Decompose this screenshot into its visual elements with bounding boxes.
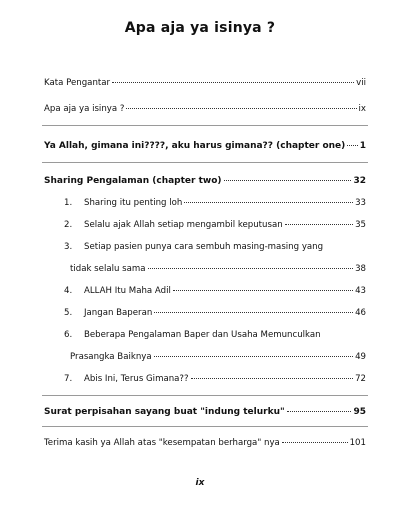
page-number: ix [195,478,205,488]
toc-text: ALLAH Itu Maha Adil [84,286,171,296]
dot-leader [184,202,353,203]
divider [42,162,368,163]
toc-label [64,219,283,231]
toc-subentry-6-line2 [70,351,366,363]
toc-subentry-3-line1 [64,241,323,253]
toc-page: 43 [355,286,366,296]
toc-entry-kata-pengantar [44,77,366,89]
toc-page: 46 [355,308,366,318]
toc-text: Setiap pasien punya cara sembuh masing-masing yang [84,242,324,252]
toc-page: ix [358,104,366,114]
toc-page: 33 [355,198,366,208]
toc-label [64,285,171,297]
toc-label: Kata Pengantar [44,78,111,88]
toc-text: Sharing itu penting loh [84,198,183,208]
toc-label: Sharing Pengalaman (chapter two) [44,176,222,186]
toc-text-continued: Prasangka Baiknya [70,352,152,362]
toc-entry-apa-aja [44,103,366,115]
toc-subentry-7 [64,373,366,385]
toc-page: 38 [355,264,366,274]
toc-text: Selalu ajak Allah setiap mengambil keputusan [84,220,283,230]
dot-leader [126,108,356,109]
dot-leader [224,180,352,181]
dot-leader [285,224,353,225]
toc-subentry-6-line1 [64,329,321,341]
toc-page: 95 [353,407,366,417]
toc-page: 72 [355,374,366,384]
toc-entry-surat [44,406,366,418]
divider [42,426,368,427]
toc-text-continued: tidak selalu sama [70,264,146,274]
dot-leader [173,290,353,291]
dot-leader [347,145,357,146]
toc-number: 6. [64,330,73,340]
toc-text: Beberapa Pengalaman Baper dan Usaha Memunculkan [84,330,321,340]
toc-entry-chapter-two [44,175,366,187]
toc-number: 4. [64,286,73,296]
toc-label: Apa aja ya isinya ? [44,104,125,114]
toc-subentry-3-line2 [70,263,366,275]
toc-page: 101 [349,438,366,448]
toc-label [64,373,189,385]
toc-text: Jangan Baperan [84,308,153,318]
page-title: Apa aja ya isinya ? [124,20,276,36]
dot-leader [154,356,353,357]
toc-subentry-5 [64,307,366,319]
divider [42,125,368,126]
toc-page: 1 [359,141,366,151]
dot-leader [148,268,354,269]
dot-leader [287,411,352,412]
dot-leader [154,312,353,313]
toc-page: 35 [355,220,366,230]
toc-page: 49 [355,352,366,362]
dot-leader [112,82,354,83]
toc-page: 32 [353,176,366,186]
toc-number: 5. [64,308,73,318]
toc-subentry-2 [64,219,366,231]
toc-entry-terima-kasih [44,437,366,449]
toc-number: 7. [64,374,73,384]
toc-number: 2. [64,220,73,230]
divider [42,395,368,396]
toc-subentry-4 [64,285,366,297]
toc-entry-chapter-one [44,140,366,152]
dot-leader [191,378,354,379]
toc-number: 1. [64,198,73,208]
toc-label: Ya Allah, gimana ini????, aku harus gimana?? (chapter one) [44,141,346,151]
toc-subentry-1 [64,197,366,209]
toc-label [64,197,182,209]
toc-number: 3. [64,242,73,252]
dot-leader [282,442,348,443]
toc-label: Terima kasih ya Allah atas "kesempatan berharga" nya [44,438,280,448]
toc-label: Surat perpisahan sayang buat "indung telurku" [44,407,285,417]
toc-label [64,307,152,319]
toc-text: Abis Ini, Terus Gimana?? [84,374,189,384]
toc-page: vii [356,78,366,88]
